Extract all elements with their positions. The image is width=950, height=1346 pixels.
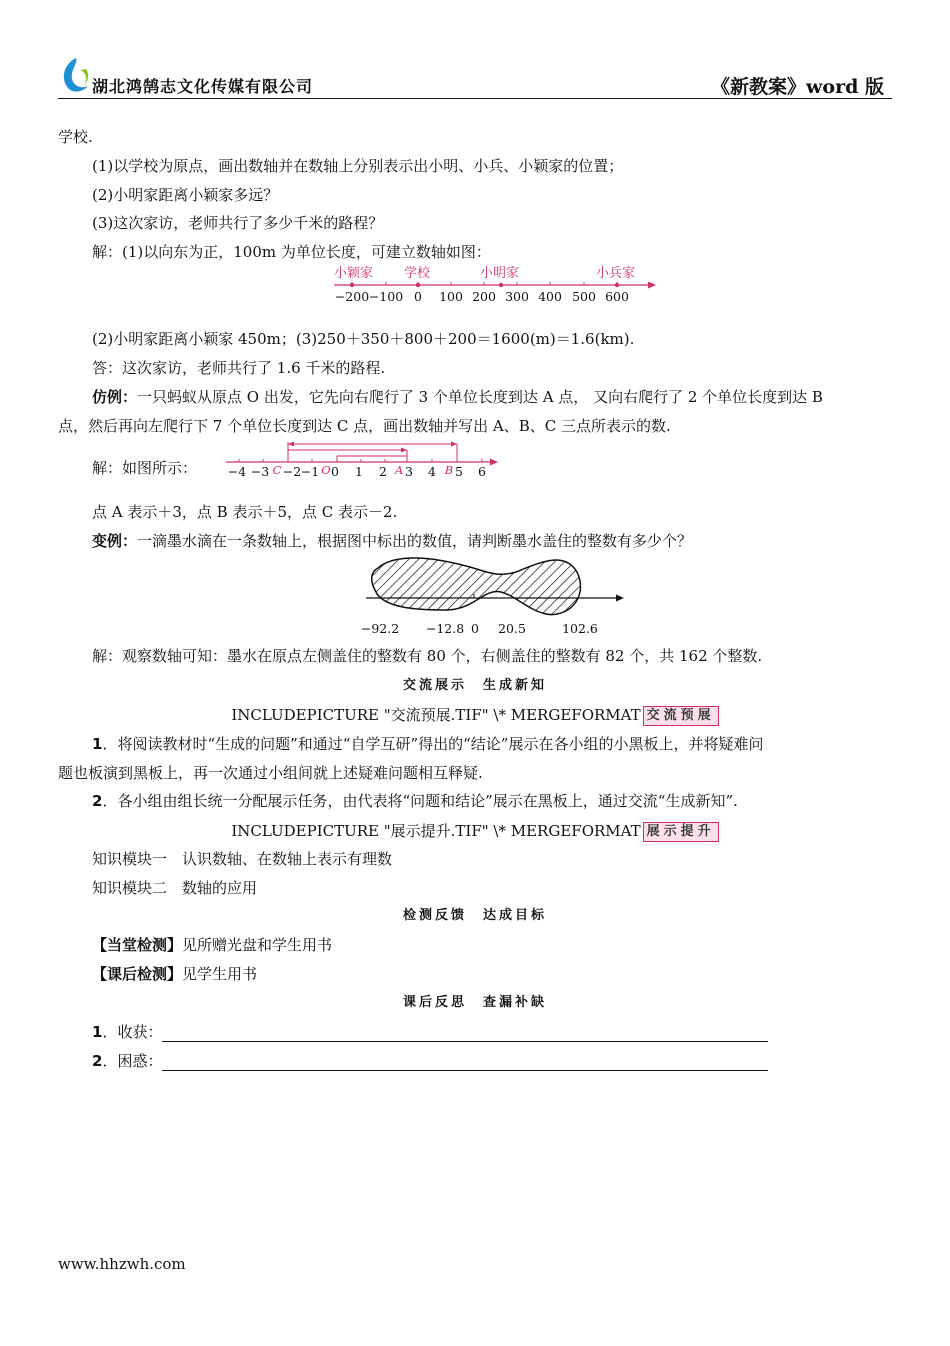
reflection-1-blank[interactable]	[162, 1025, 768, 1042]
bianli-label: 变例：	[92, 532, 138, 550]
ink-tick: 102.6	[562, 621, 598, 636]
fangli-text-1: 一只蚂蚁从原点 O 出发，它先向右爬行了 3 个单位长度到达 A 点， 又向右爬行了 2 个单位长度到达 B	[137, 388, 823, 406]
reflection-2-label: ．困惑：	[102, 1052, 163, 1070]
logo-icon	[58, 56, 92, 94]
axis2-tick: −3	[250, 464, 270, 479]
section-title-3: 课后反思 查漏补缺	[402, 995, 547, 1010]
axis1-tick: 600	[605, 289, 629, 304]
item-2-line	[92, 791, 738, 811]
axis2-tick: 2	[379, 464, 387, 479]
axis2-tick: 6	[478, 464, 486, 479]
badge-zhanshi: 展示提升	[643, 822, 719, 842]
section-title-2: 检测反馈 达成目标	[402, 908, 547, 923]
axis1-label-xiaoying: 小颖家	[334, 266, 374, 281]
number-line-figure-1	[326, 262, 660, 306]
doc-label: 《新教案》word 版	[711, 76, 884, 98]
axis1-label-xiaoming: 小明家	[480, 266, 520, 281]
ink-blot-figure	[356, 552, 632, 640]
axis1-tick: −100	[368, 289, 404, 304]
reflection-1-label: ．收获：	[102, 1023, 163, 1041]
item-1-number: 1	[92, 735, 103, 753]
item-2-text: ．各小组由组长统一分配展示任务，由代表将“问题和结论”展示在黑板上，通过交流“生成新知”.	[102, 792, 738, 810]
check-2-label: 【课后检测】	[92, 965, 183, 983]
check-2-text: 见学生用书	[182, 965, 258, 983]
fangli-label: 仿例：	[92, 388, 138, 406]
check-1-label: 【当堂检测】	[92, 936, 183, 954]
ink-tick: 0	[471, 621, 479, 636]
fangli-result: 点 A 表示＋3，点 B 表示＋5，点 C 表示－2.	[92, 503, 398, 521]
axis1-tick: 0	[414, 289, 422, 304]
axis1-label-xiaobing: 小兵家	[596, 266, 636, 281]
fangli-line-2: 点，然后再向左爬行下 7 个单位长度到达 C 点，画出数轴并写出 A、B、C 三点所表示的数.	[58, 417, 671, 435]
fangli-line-1	[92, 387, 823, 407]
ink-tick: −92.2	[360, 621, 400, 636]
bianli-text: 一滴墨水滴在一条数轴上，根据图中标出的数值，请判断墨水盖住的整数有多少个？	[137, 532, 693, 550]
axis1-tick: −200	[334, 289, 370, 304]
badge-jiaoliu: 交流预展	[643, 706, 719, 726]
item-1-line-2: 题也板演到黑板上，再一次通过小组间就上述疑难问题相互释疑.	[58, 764, 483, 782]
text-line: 学校.	[58, 128, 93, 146]
answer: 答：这次家访，老师共行了 1.6 千米的路程.	[92, 359, 386, 377]
footer-url[interactable]: www.hhzwh.com	[58, 1255, 186, 1273]
bianli-line	[92, 531, 692, 551]
axis1-tick: 300	[505, 289, 529, 304]
knowledge-module-2: 知识模块二 数轴的应用	[92, 879, 258, 897]
axis1-tick: 500	[572, 289, 596, 304]
fangli-solution: 解：如图所示：	[92, 459, 198, 477]
axis1-tick: 100	[439, 289, 463, 304]
solution-2: (2)小明家距离小颖家 450m；(3)250＋350＋800＋200＝1600(m)＝1.6(km).	[92, 330, 635, 348]
reflection-2-number: 2	[92, 1052, 103, 1070]
axis1-tick: 200	[472, 289, 496, 304]
axis2-tick: 4	[428, 464, 436, 479]
reflection-1-number: 1	[92, 1023, 103, 1041]
axis1-tick: 400	[538, 289, 562, 304]
question-2: (2)小明家距离小颖家多远？	[92, 186, 279, 204]
reflection-2-line	[92, 1051, 768, 1071]
axis2-tick: 0	[331, 464, 339, 479]
question-3: (3)这次家访，老师共行了多少千米的路程？	[92, 214, 384, 232]
reflection-2-blank[interactable]	[162, 1054, 768, 1071]
axis2-tick: −1	[300, 464, 320, 479]
include-text-1: INCLUDEPICTURE "交流预展.TIF" \* MERGEFORMAT	[231, 706, 641, 724]
include-picture-1	[0, 705, 950, 726]
axis2-tick: −4	[227, 464, 247, 479]
company-name: 湖北鸿鹄志文化传媒有限公司	[92, 77, 314, 96]
section-title-1: 交流展示 生成新知	[402, 678, 547, 693]
point-b: B	[444, 463, 454, 477]
axis2-tick: 3	[405, 464, 413, 479]
header-divider	[58, 98, 892, 99]
solution-1: 解：(1)以向东为正，100m 为单位长度，可建立数轴如图：	[92, 243, 491, 261]
include-picture-2	[0, 821, 950, 842]
question-1: (1)以学校为原点，画出数轴并在数轴上分别表示出小明、小兵、小颖家的位置；	[92, 157, 624, 175]
axis2-tick: 5	[455, 464, 463, 479]
point-c: C	[272, 463, 282, 477]
point-a: A	[394, 463, 404, 477]
ink-tick: 20.5	[498, 621, 526, 636]
bianli-solution: 解：观察数轴可知：墨水在原点左侧盖住的整数有 80 个，右侧盖住的整数有 82 个，共 162 个整数.	[92, 647, 763, 665]
include-text-2: INCLUDEPICTURE "展示提升.TIF" \* MERGEFORMAT	[231, 822, 641, 840]
axis2-tick: 1	[355, 464, 363, 479]
ink-tick: −12.8	[425, 621, 465, 636]
axis1-label-school: 学校	[404, 266, 431, 281]
reflection-1-line	[92, 1022, 768, 1042]
point-o: O	[321, 463, 331, 477]
item-1-line-1	[92, 734, 763, 754]
item-2-number: 2	[92, 792, 103, 810]
check-2-line	[92, 964, 257, 984]
check-1-line	[92, 935, 332, 955]
number-line-figure-2	[222, 436, 500, 480]
check-1-text: 见所赠光盘和学生用书	[182, 936, 333, 954]
knowledge-module-1: 知识模块一 认识数轴、在数轴上表示有理数	[92, 850, 393, 868]
axis2-tick: −2	[282, 464, 302, 479]
item-1-text-a: ．将阅读教材时“生成的问题”和通过“自学互研”得出的“结论”展示在各小组的小黑板上，并将疑难问	[102, 735, 764, 753]
